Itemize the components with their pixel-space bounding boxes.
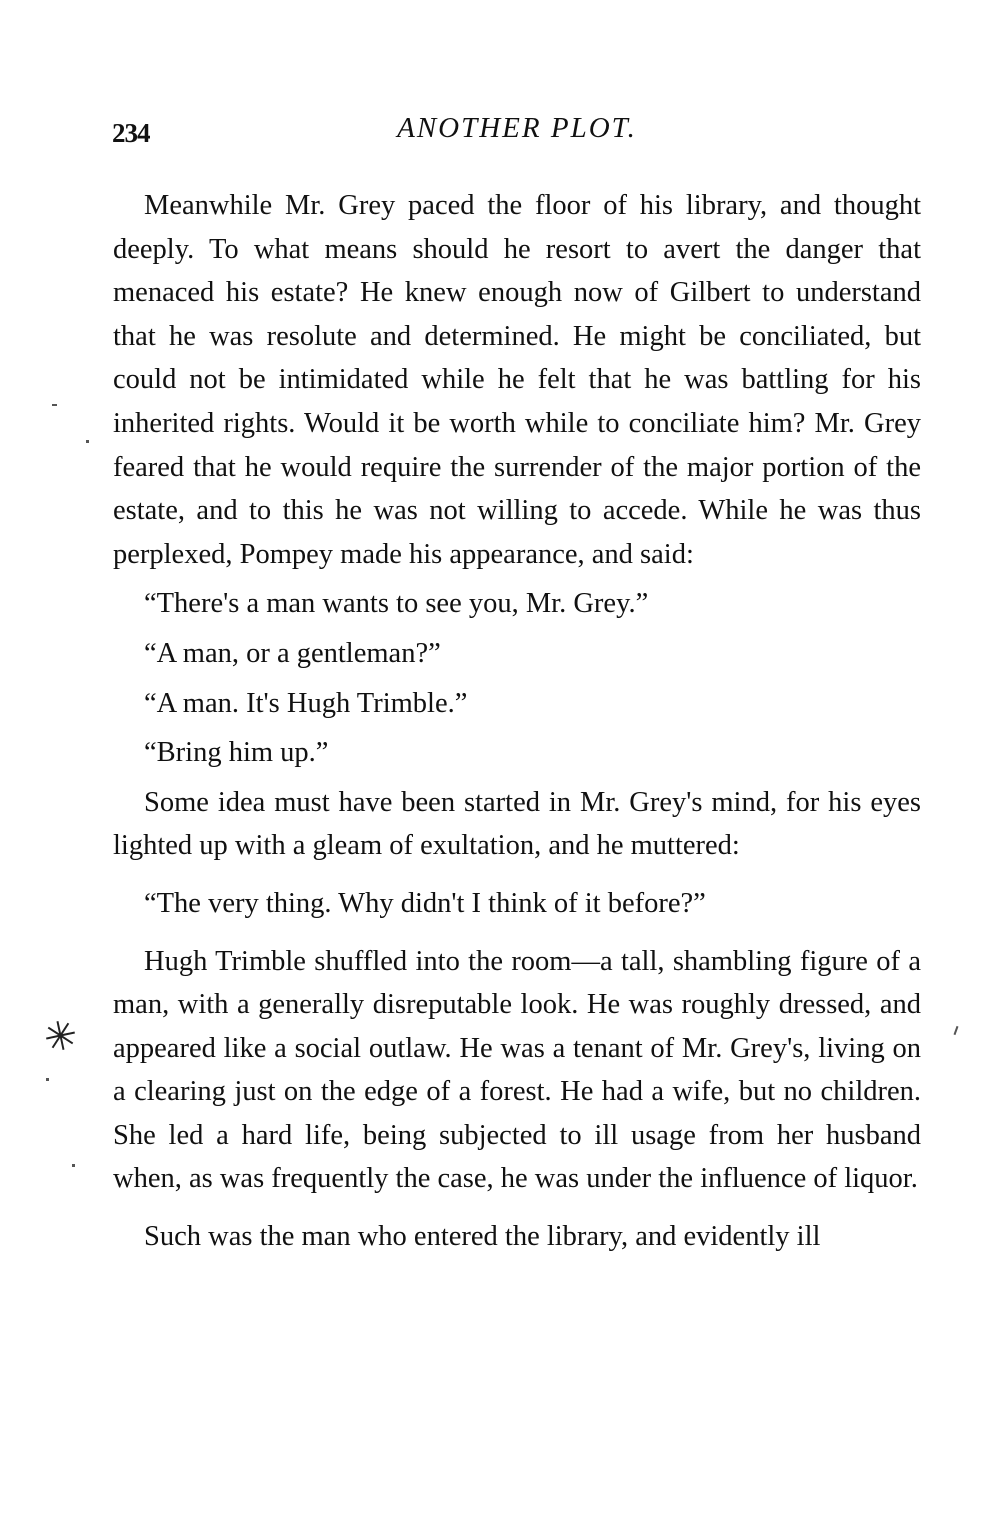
paragraph: Meanwhile Mr. Grey paced the floor of his library, and thought deeply. To what means should he resort to avert the danger that menaced his estate? He knew enough now of Gilbert to understand that he was resolute and determined. He might be conciliated, but could not be intimidated while he felt that he was battling for his inherited rights. Would it be worth while to conciliate him? Mr. Grey feared that he would require the surrender of the major portion of the estate, and to this he was not willing to accede. While he was thus perplexed, Pompey made his appearance, and said: bbox=[113, 190, 921, 570]
margin-speck bbox=[46, 1078, 49, 1081]
dialogue-line: “There's a man wants to see you, Mr. Grey.” bbox=[144, 588, 649, 620]
margin-speck bbox=[954, 1026, 959, 1035]
margin-star-mark: ✳ bbox=[39, 1011, 82, 1063]
dialogue-line: “Bring him up.” bbox=[144, 737, 329, 769]
running-title: ANOTHER PLOT. bbox=[397, 112, 637, 144]
margin-speck bbox=[72, 1164, 75, 1167]
page-number: 234 bbox=[112, 118, 150, 148]
dialogue-line: “A man, or a gentleman?” bbox=[144, 637, 441, 669]
margin-speck bbox=[86, 440, 89, 443]
paragraph: Hugh Trimble shuffled into the room—a tall, shambling figure of a man, with a generally disreputable look. He was roughly dressed, and appeared like a social outlaw. He was a tenant of Mr. Grey's, living on a clearing just on the edge of a forest. He had a wife, but no children. She led a hard life, being subjected to ill usage from her husband when, as was frequently the case, he was under the influence of liquor. bbox=[113, 945, 921, 1195]
dialogue-line: “The very thing. Why didn't I think of it before?” bbox=[144, 887, 706, 919]
dialogue-line: “A man. It's Hugh Trimble.” bbox=[144, 687, 468, 719]
body-text bbox=[113, 184, 921, 1259]
paragraph: Some idea must have been started in Mr. Grey's mind, for his eyes lighted up with a gleam of exultation, and he muttered: bbox=[113, 786, 921, 862]
margin-speck bbox=[52, 404, 57, 406]
page-header bbox=[112, 112, 922, 152]
paragraph: Such was the man who entered the library, and evidently ill bbox=[144, 1221, 821, 1253]
